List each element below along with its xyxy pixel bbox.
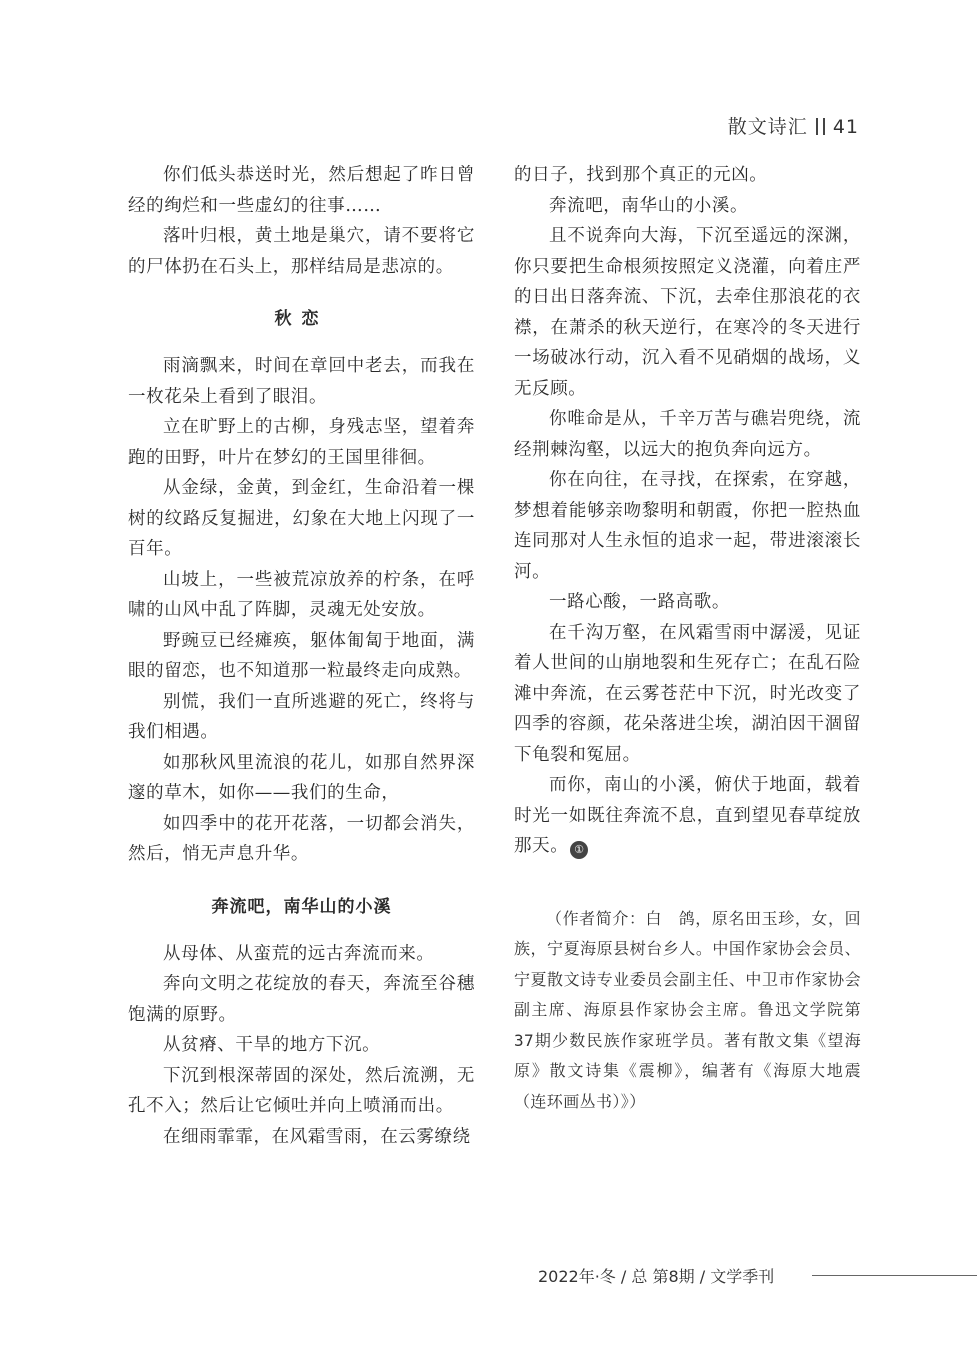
poem-title: 奔流吧，南华山的小溪 xyxy=(211,896,392,917)
paragraph: 从贫瘠、干旱的地方下沉。 xyxy=(163,1035,381,1055)
poem-title: 秋恋 xyxy=(274,309,329,329)
right-column xyxy=(514,160,861,1133)
footer-rule xyxy=(812,1275,977,1276)
paragraph: 下沉到根深蒂固的深处，然后流溯，无孔不入；然后让它倾吐并向上喷涌而出。 xyxy=(128,1065,475,1116)
paragraph: 山坡上，一些被荒凉放养的柠条，在呼啸的山风中乱了阵脚，灵魂无处安放。 xyxy=(128,569,475,620)
paragraph: 你唯命是从，千辛万苦与礁岩兜绕，流经荆棘沟壑，以远大的抱负奔向远方。 xyxy=(514,409,861,460)
end-mark-icon: ① xyxy=(570,841,588,859)
footer-issue-info: 2022年·冬 / 总 第8期 / 文学季刊 xyxy=(538,1267,775,1286)
paragraph: 野豌豆已经瘫痪，躯体匍匐于地面，满眼的留恋，也不知道那一粒最终走向成熟。 xyxy=(128,630,475,681)
paragraph xyxy=(514,770,861,862)
paragraph: 奔流吧，南华山的小溪。 xyxy=(549,195,749,216)
section-title: 散文诗汇 xyxy=(727,116,808,138)
paragraph: 如四季中的花开花落，一切都会消失，然后，悄无声息升华。 xyxy=(128,813,475,864)
paragraph: 立在旷野上的古柳，身残志坚，望着奔跑的田野，叶片在梦幻的王国里徘徊。 xyxy=(128,417,475,468)
paragraph: 你在向往，在寻找，在探索，在穿越，梦想着能够亲吻黎明和朝霞，你把一腔热血连同那对人生永恒的追求一起，带进滚滚长河。 xyxy=(514,470,861,582)
paragraph: 在千沟万壑，在风霜雪雨中潺湲，见证着人世间的山崩地裂和生死存亡；在乱石险滩中奔流，在云雾苍茫中下沉，时光改变了四季的容颜，花朵落进尘埃，湖泊因干涸留下龟裂和冤屈。 xyxy=(514,622,861,765)
paragraph: 落叶归根，黄土地是巢穴，请不要将它的尸体扔在石头上，那样结局是悲凉的。 xyxy=(128,226,475,277)
left-column xyxy=(128,160,475,1152)
paragraph: 你们低头恭送时光，然后想起了昨日曾经的绚烂和一些虚幻的往事…… xyxy=(128,165,475,216)
last-paragraph-text: 而你，南山的小溪，俯伏于地面，载着时光一如既往奔流不息，直到望见春草绽放那天。 xyxy=(514,775,861,856)
paragraph: 一路心酸，一路高歌。 xyxy=(549,592,730,612)
paragraph: 且不说奔向大海，下沉至遥远的深渊，你只要把生命根须按照定义浇灌，向着庄严的日出日落奔流、下沉，去牵住那浪花的衣襟，在萧杀的秋天逆行，在寒冷的冬天进行一场破冰行动，沉入看不见硝烟的战场，义无反顾。 xyxy=(514,226,861,399)
paragraph: 在细雨霏霏，在风霜雪雨，在云雾缭绕 xyxy=(163,1126,471,1147)
paragraph: 雨滴飘来，时间在章回中老去，而我在一枚花朵上看到了眼泪。 xyxy=(128,356,475,407)
paragraph: 如那秋风里流浪的花儿，如那自然界深邃的草木，如你——我们的生命， xyxy=(128,752,475,803)
paragraph: 从金绿，金黄，到金红，生命沿着一棵树的纹路反复掘进，幻象在大地上闪现了一百年。 xyxy=(128,478,475,559)
paragraph-continuation: 的日子，找到那个真正的元凶。 xyxy=(514,165,768,185)
page-number: 41 xyxy=(832,116,859,138)
paragraph: 别慌，我们一直所逃避的死亡，终将与我们相遇。 xyxy=(128,691,475,742)
author-bio: （作者简介：白 鸽，原名田玉珍，女，回族，宁夏海原县树台乡人。中国作家协会会员、宁夏散文诗专业委员会副主任、中卫市作家协会副主席、海原县作家协会主席。鲁迅文学院第37期少数民族作家班学员。著有散文集《望海原》散文诗集《震柳》，编著有《海原大地震（连环画丛书）》） xyxy=(514,908,861,1111)
running-header xyxy=(728,112,859,139)
paragraph: 奔向文明之花绽放的春天，奔流至谷穗饱满的原野。 xyxy=(128,974,475,1025)
paragraph: 从母体、从蛮荒的远古奔流而来。 xyxy=(163,943,435,964)
header-separator xyxy=(816,118,825,135)
